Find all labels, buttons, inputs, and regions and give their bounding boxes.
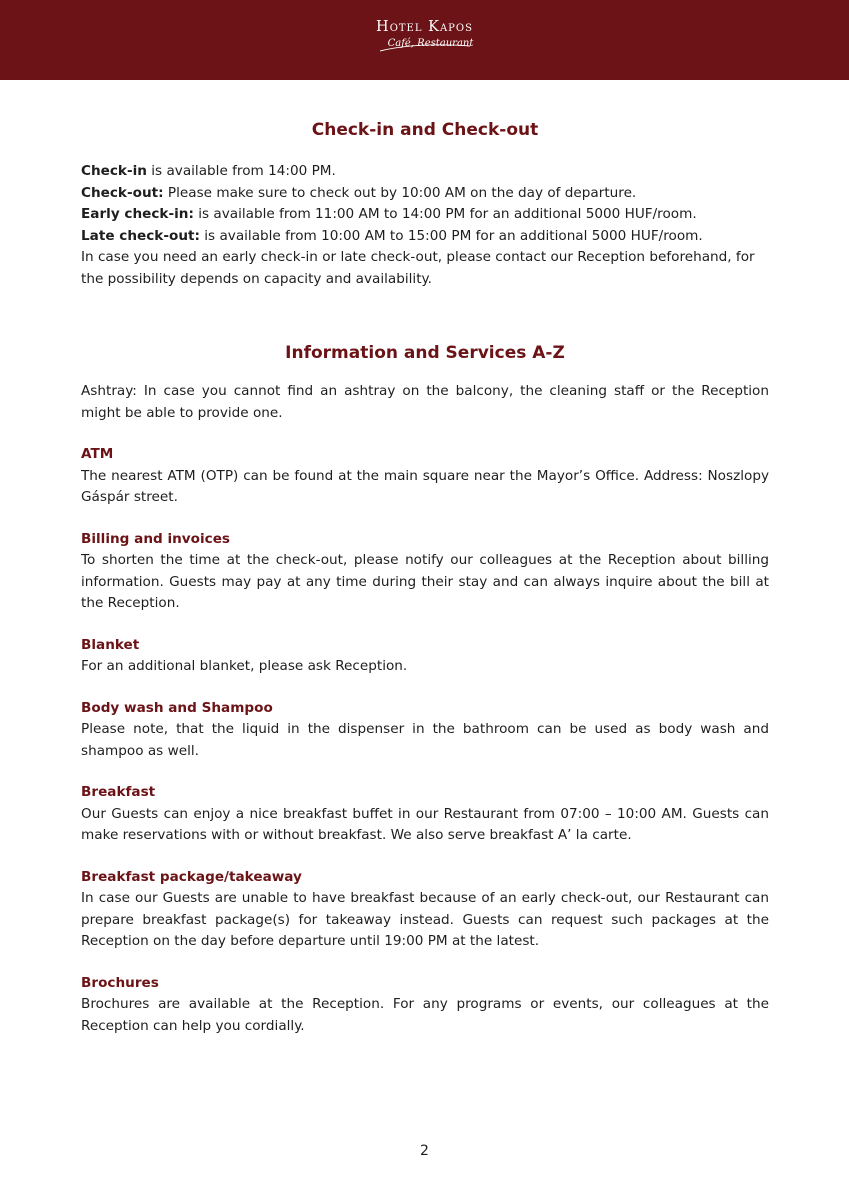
service-item-breakfast bbox=[81, 782, 769, 847]
service-text: In case our Guests are unable to have breakfast because of an early check-out, our Restaurant can prepare breakfast package(s) for takeaway instead. Guests can request such packages at the Reception on the day before departure until 19:00 PM at the latest. bbox=[81, 890, 769, 949]
early-checkin-line bbox=[81, 204, 769, 226]
service-item-body-wash bbox=[81, 698, 769, 763]
service-text: The nearest ATM (OTP) can be found at the main square near the Mayor’s Office. Address: Noszlopy Gáspár street. bbox=[81, 467, 769, 505]
service-text: Our Guests can enjoy a nice breakfast buffet in our Restaurant from 07:00 – 10:00 AM. Guests can make reservations with or without breakfast. We also serve breakfast A’ la carte. bbox=[81, 805, 769, 843]
service-heading: Billing and invoices bbox=[81, 530, 231, 547]
late-checkout-line bbox=[81, 226, 769, 248]
ashtray-intro: Ashtray: In case you cannot find an ashtray on the balcony, the cleaning staff or the Reception might be able to provide one. bbox=[81, 383, 769, 421]
checkin-note: In case you need an early check-in or late check-out, please contact our Reception beforehand, for the possibility depends on capacity and availability. bbox=[81, 249, 755, 287]
early-checkin-label: Early check-in: bbox=[81, 206, 194, 222]
service-item-billing bbox=[81, 529, 769, 615]
service-heading: Brochures bbox=[81, 974, 159, 991]
service-heading: Body wash and Shampoo bbox=[81, 699, 273, 716]
service-text: To shorten the time at the check-out, please notify our colleagues at the Reception about billing information. Guests may pay at any time during their stay and can always inquire about the bill at the Reception. bbox=[81, 552, 769, 611]
service-item-atm bbox=[81, 444, 769, 509]
service-item-blanket bbox=[81, 635, 769, 678]
logo-tagline: Café, Restaurant bbox=[387, 38, 474, 49]
logo-swoosh-icon bbox=[378, 43, 472, 53]
checkin-details bbox=[81, 161, 769, 290]
service-text: Brochures are available at the Reception. For any programs or events, our colleagues at the Reception can help you cordially. bbox=[81, 996, 769, 1034]
service-item-brochures bbox=[81, 973, 769, 1038]
checkin-title: Check-in and Check-out bbox=[311, 120, 539, 140]
service-text: Please note, that the liquid in the dispenser in the bathroom can be used as body wash and shampoo as well. bbox=[81, 721, 769, 759]
service-text: For an additional blanket, please ask Reception. bbox=[81, 658, 408, 674]
checkout-label: Check-out: bbox=[81, 184, 164, 201]
page-content bbox=[81, 118, 769, 1037]
service-heading: Breakfast package/takeaway bbox=[81, 868, 302, 885]
late-checkout-label: Late check-out: bbox=[81, 227, 200, 244]
page-number: 2 bbox=[420, 1143, 429, 1159]
checkout-text: Please make sure to check out by 10:00 AM on the day of departure. bbox=[163, 184, 637, 201]
service-heading: Breakfast bbox=[81, 784, 156, 800]
page-header bbox=[0, 0, 849, 80]
checkin-label: Check-in bbox=[81, 163, 147, 179]
checkin-line bbox=[81, 161, 769, 183]
services-title: Information and Services A-Z bbox=[285, 343, 565, 363]
late-checkout-text: is available from 10:00 AM to 15:00 PM for an additional 5000 HUF/room. bbox=[199, 227, 703, 244]
service-item-breakfast-package bbox=[81, 867, 769, 953]
service-heading: Blanket bbox=[81, 636, 140, 653]
checkin-text: is available from 14:00 PM. bbox=[146, 163, 336, 179]
service-heading: ATM bbox=[81, 446, 114, 462]
early-checkin-text: is available from 11:00 AM to 14:00 PM for an additional 5000 HUF/room. bbox=[193, 206, 697, 222]
logo-name: Hotel Kapos bbox=[376, 19, 473, 35]
checkout-line bbox=[81, 183, 769, 205]
